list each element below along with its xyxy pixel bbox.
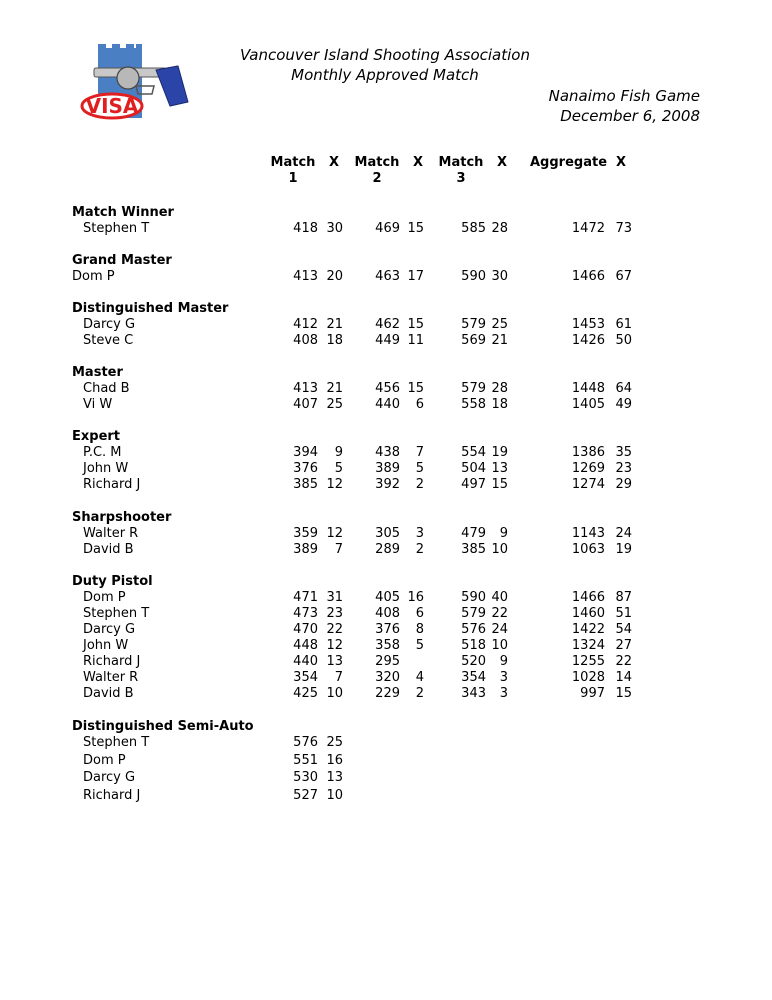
shooter-name: Richard J — [83, 787, 141, 803]
match3-score: 504 — [461, 461, 486, 476]
result-row — [0, 654, 772, 670]
match3-score: 554 — [461, 445, 486, 460]
match2-score: 229 — [375, 686, 400, 701]
title-line-2: Monthly Approved Match — [291, 66, 479, 84]
aggregate-x: 15 — [615, 686, 632, 701]
col-x1: X — [329, 155, 340, 170]
shooter-name: Stephen T — [83, 221, 150, 236]
shooter-name: P.C. M — [83, 445, 122, 460]
match3-x: 40 — [491, 590, 508, 605]
match3-score: 479 — [461, 526, 486, 541]
match1-x: 21 — [326, 381, 343, 396]
match2-x: 2 — [415, 686, 424, 701]
aggregate-x: 54 — [615, 622, 632, 637]
aggregate-score: 1063 — [571, 542, 605, 557]
match2-x: 3 — [415, 526, 424, 541]
match2-x: 2 — [415, 542, 424, 557]
match2-x: 17 — [407, 269, 424, 284]
match2-score: 320 — [375, 670, 400, 685]
section-title: Sharpshooter — [72, 510, 172, 525]
match2-x: 7 — [415, 445, 424, 460]
match2-score: 305 — [375, 526, 400, 541]
aggregate-score: 1386 — [571, 445, 605, 460]
match2-score: 358 — [375, 638, 400, 653]
shooter-name: Darcy G — [83, 770, 136, 785]
match2-x: 5 — [415, 638, 424, 653]
result-row — [0, 542, 772, 558]
match1-score: 389 — [293, 542, 318, 557]
aggregate-score: 1466 — [571, 590, 605, 605]
match2-x: 11 — [407, 333, 424, 348]
match3-score: 579 — [461, 606, 486, 621]
aggregate-score: 1269 — [571, 461, 605, 476]
match3-x: 28 — [491, 381, 508, 396]
aggregate-score: 1472 — [571, 221, 605, 236]
match3-x: 10 — [491, 638, 508, 653]
match2-score: 289 — [375, 542, 400, 557]
match1-x: 16 — [326, 752, 343, 768]
match2-score: 405 — [375, 590, 400, 605]
title-line-1: Vancouver Island Shooting Association — [239, 46, 530, 64]
match2-score: 449 — [375, 333, 400, 348]
section-title: Distinguished Semi-Auto — [72, 719, 254, 734]
aggregate-score: 1453 — [571, 317, 605, 332]
section-title: Distinguished Master — [72, 301, 229, 316]
result-row — [0, 770, 772, 786]
match1-score: 412 — [293, 317, 318, 332]
match1-x: 12 — [326, 638, 343, 653]
match1-score: 376 — [293, 461, 318, 476]
shooter-name: Dom P — [72, 269, 115, 284]
shooter-name: David B — [83, 686, 134, 701]
shooter-name: Dom P — [83, 752, 126, 768]
section-title: Master — [72, 365, 123, 380]
result-row — [0, 526, 772, 542]
col-match1: Match 1 — [270, 155, 316, 186]
visa-logo — [66, 44, 194, 128]
match2-score: 408 — [375, 606, 400, 621]
match3-x: 30 — [491, 269, 508, 284]
aggregate-x: 27 — [615, 638, 632, 653]
match1-score: 470 — [293, 622, 318, 637]
shooter-name: Darcy G — [83, 317, 136, 332]
match3-score: 576 — [461, 622, 486, 637]
match3-x: 28 — [491, 221, 508, 236]
aggregate-score: 1426 — [571, 333, 605, 348]
shooter-name: Walter R — [83, 670, 139, 685]
shooter-name: Steve C — [83, 333, 134, 348]
shooter-name: Darcy G — [83, 622, 136, 637]
aggregate-score: 1405 — [571, 397, 605, 412]
match3-score: 558 — [461, 397, 486, 412]
match1-x: 25 — [326, 735, 343, 750]
match3-x: 3 — [499, 686, 508, 701]
match1-x: 9 — [334, 445, 343, 460]
match3-score: 497 — [461, 477, 486, 492]
match3-score: 354 — [461, 670, 486, 685]
match1-x: 7 — [334, 670, 343, 685]
match2-score: 389 — [375, 461, 400, 476]
match1-x: 10 — [326, 686, 343, 701]
match3-score: 579 — [461, 317, 486, 332]
match1-x: 13 — [326, 770, 343, 785]
result-row — [0, 269, 772, 285]
match3-score: 569 — [461, 333, 486, 348]
match3-x: 18 — [491, 397, 508, 412]
aggregate-x: 24 — [615, 526, 632, 541]
match1-score: 473 — [293, 606, 318, 621]
match2-score: 463 — [375, 269, 400, 284]
aggregate-x: 29 — [615, 477, 632, 492]
match1-score: 413 — [293, 381, 318, 396]
match3-score: 520 — [461, 654, 486, 669]
match1-score: 440 — [293, 654, 318, 669]
venue: Nanaimo Fish Game — [548, 87, 700, 105]
match2-x: 5 — [415, 461, 424, 476]
match1-x: 31 — [326, 590, 343, 605]
result-row — [0, 477, 772, 493]
shooter-name: Richard J — [83, 477, 141, 492]
match3-x: 22 — [491, 606, 508, 621]
shooter-name: Walter R — [83, 526, 139, 541]
match1-score: 448 — [293, 638, 318, 653]
aggregate-score: 1466 — [571, 269, 605, 284]
result-row — [0, 590, 772, 606]
aggregate-x: 61 — [615, 317, 632, 332]
match3-score: 585 — [461, 221, 486, 236]
match2-score: 440 — [375, 397, 400, 412]
aggregate-score: 1143 — [571, 526, 605, 541]
result-row — [0, 638, 772, 654]
col-aggregate: Aggregate — [530, 155, 608, 170]
aggregate-x: 49 — [615, 397, 632, 412]
match3-x: 9 — [499, 654, 508, 669]
match1-score: 394 — [293, 445, 318, 460]
match3-score: 385 — [461, 542, 486, 557]
shooter-name: John W — [83, 461, 129, 476]
match3-x: 13 — [491, 461, 508, 476]
aggregate-x: 22 — [615, 654, 632, 669]
aggregate-score: 1460 — [571, 606, 605, 621]
result-row — [0, 221, 772, 237]
match3-score: 579 — [461, 381, 486, 396]
match1-x: 13 — [326, 654, 343, 669]
match3-x: 10 — [491, 542, 508, 557]
aggregate-x: 73 — [615, 221, 632, 236]
section-title: Expert — [72, 429, 121, 444]
result-row — [0, 788, 772, 804]
aggregate-score: 997 — [580, 686, 605, 701]
result-row — [0, 397, 772, 413]
match1-score: 408 — [293, 333, 318, 348]
match1-score: 413 — [293, 269, 318, 284]
col-xagg: X — [616, 155, 627, 170]
match2-score: 438 — [375, 445, 400, 460]
result-row — [0, 753, 772, 769]
match2-score: 462 — [375, 317, 400, 332]
match1-x: 30 — [326, 221, 343, 236]
result-row — [0, 622, 772, 638]
match1-x: 23 — [326, 606, 343, 621]
aggregate-x: 67 — [615, 269, 632, 284]
shooter-name: David B — [83, 542, 134, 557]
match2-x: 16 — [407, 590, 424, 605]
match2-x: 8 — [415, 622, 424, 637]
shooter-name: Vi W — [83, 397, 113, 412]
match1-score: 551 — [293, 752, 318, 768]
result-row — [0, 461, 772, 477]
match1-score: 530 — [293, 770, 318, 785]
match1-score: 354 — [293, 670, 318, 685]
match1-score: 359 — [293, 526, 318, 541]
result-row — [0, 333, 772, 349]
match1-score: 418 — [293, 221, 318, 236]
match1-score: 425 — [293, 686, 318, 701]
aggregate-x: 14 — [615, 670, 632, 685]
match2-x: 2 — [415, 477, 424, 492]
shooter-name: Richard J — [83, 654, 141, 669]
match1-x: 20 — [326, 269, 343, 284]
match-date: December 6, 2008 — [560, 107, 700, 125]
shooter-name: Stephen T — [83, 735, 150, 750]
match1-x: 12 — [326, 526, 343, 541]
shooter-name: Stephen T — [83, 606, 150, 621]
aggregate-score: 1324 — [571, 638, 605, 653]
aggregate-score: 1255 — [571, 654, 605, 669]
logo-text: VISA — [85, 94, 139, 118]
match3-x: 21 — [491, 333, 508, 348]
match2-score: 295 — [375, 654, 400, 669]
col-x2: X — [413, 155, 424, 170]
match1-score: 527 — [293, 787, 318, 803]
match1-x: 12 — [326, 477, 343, 492]
aggregate-score: 1422 — [571, 622, 605, 637]
aggregate-x: 51 — [615, 606, 632, 621]
aggregate-x: 87 — [615, 590, 632, 605]
match1-score: 576 — [293, 735, 318, 750]
aggregate-score: 1274 — [571, 477, 605, 492]
match2-x: 15 — [407, 317, 424, 332]
result-row — [0, 606, 772, 622]
match3-score: 518 — [461, 638, 486, 653]
match3-x: 25 — [491, 317, 508, 332]
match1-score: 471 — [293, 590, 318, 605]
result-row — [0, 381, 772, 397]
match3-x: 9 — [499, 526, 508, 541]
result-row — [0, 735, 772, 751]
result-row — [0, 686, 772, 702]
match2-x: 4 — [415, 670, 424, 685]
match2-x: 6 — [415, 606, 424, 621]
aggregate-x: 35 — [615, 445, 632, 460]
col-match2: Match 2 — [354, 155, 400, 186]
match2-score: 376 — [375, 622, 400, 637]
match2-score: 392 — [375, 477, 400, 492]
section-title: Match Winner — [72, 205, 174, 220]
match2-x: 6 — [415, 397, 424, 412]
match2-x: 15 — [407, 221, 424, 236]
match1-score: 407 — [293, 397, 318, 412]
section-title: Grand Master — [72, 253, 172, 268]
match1-score: 385 — [293, 477, 318, 492]
aggregate-x: 19 — [615, 542, 632, 557]
match2-score: 456 — [375, 381, 400, 396]
match3-score: 590 — [461, 590, 486, 605]
match3-score: 590 — [461, 269, 486, 284]
match1-x: 21 — [326, 317, 343, 332]
match3-x: 3 — [499, 670, 508, 685]
aggregate-x: 23 — [615, 461, 632, 476]
shooter-name: Dom P — [83, 590, 126, 605]
match3-x: 15 — [491, 477, 508, 492]
shooter-name: John W — [83, 638, 129, 653]
match3-x: 24 — [491, 622, 508, 637]
col-x3: X — [497, 155, 508, 170]
section-title: Duty Pistol — [72, 574, 153, 589]
match2-x: 15 — [407, 381, 424, 396]
match3-x: 19 — [491, 445, 508, 460]
match1-x: 5 — [334, 461, 343, 476]
aggregate-x: 64 — [615, 381, 632, 396]
match2-score: 469 — [375, 221, 400, 236]
shooter-name: Chad B — [83, 381, 130, 396]
aggregate-score: 1028 — [571, 670, 605, 685]
result-row — [0, 317, 772, 333]
aggregate-x: 50 — [615, 333, 632, 348]
match3-score: 343 — [461, 686, 486, 701]
match1-x: 25 — [326, 397, 343, 412]
match1-x: 7 — [334, 542, 343, 557]
match1-x: 10 — [326, 787, 343, 803]
match1-x: 18 — [326, 333, 343, 348]
result-row — [0, 445, 772, 461]
col-match3: Match 3 — [438, 155, 484, 186]
aggregate-score: 1448 — [571, 381, 605, 396]
result-row — [0, 670, 772, 686]
match1-x: 22 — [326, 622, 343, 637]
